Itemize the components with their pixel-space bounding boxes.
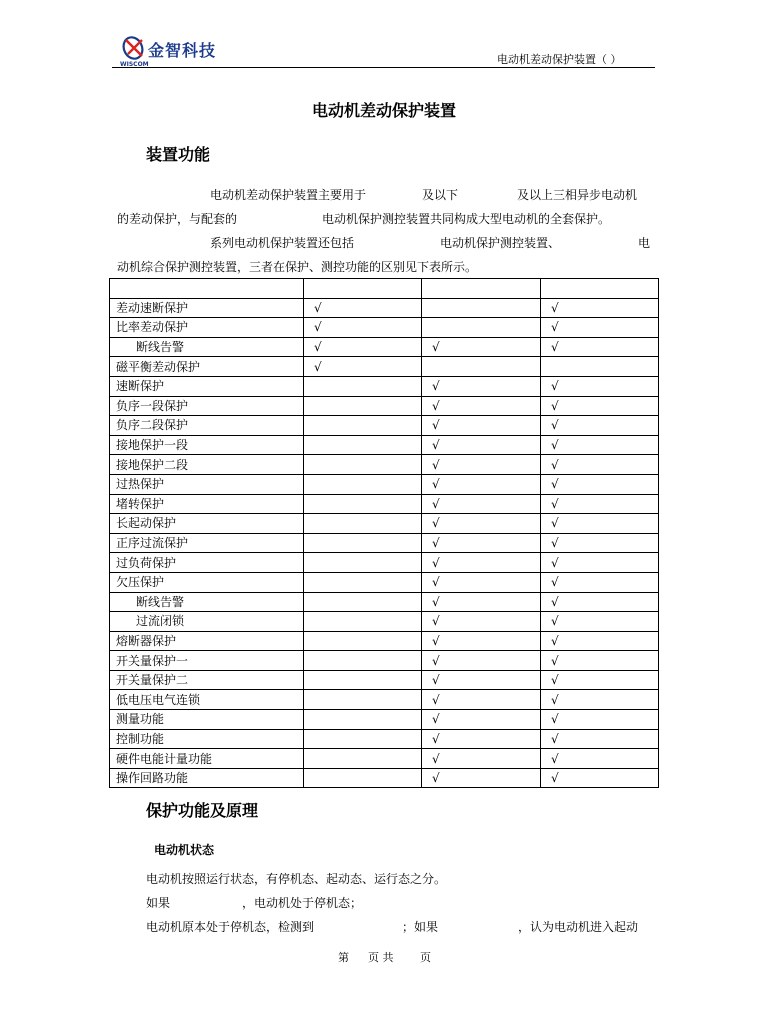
table-cell-check <box>422 298 541 318</box>
section-heading-protection: 保护功能及原理 <box>146 801 259 820</box>
table-cell-check: √ <box>422 572 541 592</box>
table-row <box>110 710 659 730</box>
table-cell-check: √ <box>541 553 659 573</box>
table-cell-check: √ <box>541 631 659 651</box>
table-cell-check <box>304 474 422 494</box>
table-header-cell <box>422 279 541 299</box>
table-cell-check: √ <box>304 298 422 318</box>
para-line: 电动机原本处于停机态，检测到 <box>146 920 315 934</box>
table-cell-check: √ <box>422 416 541 436</box>
table-cell-check <box>304 670 422 690</box>
table-cell-check: √ <box>541 455 659 475</box>
footer-page-suffix: 页 <box>420 951 431 964</box>
table-row <box>110 318 659 338</box>
table-row <box>110 396 659 416</box>
table-cell-check <box>304 729 422 749</box>
table-cell-check: √ <box>541 710 659 730</box>
table-cell-check: √ <box>541 514 659 534</box>
table-row <box>110 376 659 396</box>
table-cell-check <box>304 533 422 553</box>
table-cell-check: √ <box>304 318 422 338</box>
table-cell-check: √ <box>541 396 659 416</box>
table-cell-check <box>422 357 541 377</box>
para-line: 动机综合保护测控装置，三者在保护、测控功能的区别见下表所示。 <box>117 260 478 274</box>
table-cell-check: √ <box>422 494 541 514</box>
table-row <box>110 651 659 671</box>
table-cell-name: 断线告警 <box>110 592 304 612</box>
table-cell-check: √ <box>541 651 659 671</box>
table-cell-name: 断线告警 <box>110 337 304 357</box>
table-cell-name: 过负荷保护 <box>110 553 304 573</box>
para-line: 的差动保护，与配套的 <box>117 212 238 226</box>
table-row <box>110 298 659 318</box>
table-cell-name: 比率差动保护 <box>110 318 304 338</box>
table-cell-check: √ <box>541 337 659 357</box>
table-cell-check: √ <box>422 749 541 769</box>
table-row <box>110 768 659 788</box>
table-row <box>110 357 659 377</box>
table-cell-name: 开关量保护二 <box>110 670 304 690</box>
table-cell-name: 开关量保护一 <box>110 651 304 671</box>
table-cell-check <box>541 357 659 377</box>
table-cell-check: √ <box>422 514 541 534</box>
table-cell-name: 负序一段保护 <box>110 396 304 416</box>
document-title: 电动机差动保护装置 <box>311 101 456 120</box>
table-cell-check: √ <box>541 318 659 338</box>
table-row <box>110 514 659 534</box>
table-cell-check: √ <box>541 749 659 769</box>
table-row <box>110 494 659 514</box>
table-cell-check: √ <box>422 435 541 455</box>
table-cell-name: 磁平衡差动保护 <box>110 357 304 377</box>
table-cell-check <box>304 768 422 788</box>
table-cell-check: √ <box>541 670 659 690</box>
para-line: ，认为电动机进入起动 <box>518 920 639 934</box>
header-doc-name: 电动机差动保护装置（ ） <box>497 53 622 66</box>
table-cell-check <box>304 612 422 632</box>
table-cell-name: 熔断器保护 <box>110 631 304 651</box>
table-row <box>110 690 659 710</box>
table-cell-check: √ <box>541 690 659 710</box>
table-cell-check: √ <box>422 396 541 416</box>
table-cell-check: √ <box>541 416 659 436</box>
para-line: 电 <box>638 236 651 250</box>
table-row <box>110 631 659 651</box>
table-row <box>110 670 659 690</box>
table-cell-check <box>304 396 422 416</box>
table-cell-check: √ <box>304 357 422 377</box>
table-cell-name: 速断保护 <box>110 376 304 396</box>
table-cell-name: 硬件电能计量功能 <box>110 749 304 769</box>
table-header-row <box>110 279 659 299</box>
table-cell-check <box>304 455 422 475</box>
table-row <box>110 729 659 749</box>
table-cell-check: √ <box>422 690 541 710</box>
table-cell-name: 低电压电气连锁 <box>110 690 304 710</box>
footer-page-prefix: 第 <box>338 951 349 964</box>
para-line: 电动机按照运行状态，有停机态、起动态、运行态之分。 <box>146 872 447 886</box>
table-cell-name: 差动速断保护 <box>110 298 304 318</box>
table-cell-name: 长起动保护 <box>110 514 304 534</box>
para-line: ；如果 <box>402 920 439 934</box>
table-cell-check: √ <box>304 337 422 357</box>
logo-subtext: WISCOM <box>120 61 149 68</box>
para-line: 及以下 <box>422 188 459 202</box>
table-cell-check <box>304 631 422 651</box>
table-header-cell <box>110 279 304 299</box>
para-line: 电动机保护测控装置共同构成大型电动机的全套保护。 <box>322 212 611 226</box>
table-header-cell <box>304 279 422 299</box>
table-cell-check: √ <box>422 729 541 749</box>
table-cell-name: 测量功能 <box>110 710 304 730</box>
table-header-cell <box>541 279 659 299</box>
table-cell-check <box>422 318 541 338</box>
para-line: 及以上三相异步电动机 <box>517 188 638 202</box>
table-cell-check: √ <box>422 474 541 494</box>
table-cell-check: √ <box>541 533 659 553</box>
table-cell-check: √ <box>541 592 659 612</box>
table-cell-name: 堵转保护 <box>110 494 304 514</box>
table-row <box>110 572 659 592</box>
table-cell-check: √ <box>541 298 659 318</box>
table-row <box>110 435 659 455</box>
table-cell-check <box>304 416 422 436</box>
table-cell-check <box>304 435 422 455</box>
table-cell-name: 接地保护一段 <box>110 435 304 455</box>
table-cell-name: 过流闭锁 <box>110 612 304 632</box>
table-cell-check: √ <box>541 768 659 788</box>
table-cell-name: 过热保护 <box>110 474 304 494</box>
table-cell-check: √ <box>422 455 541 475</box>
table-row <box>110 455 659 475</box>
table-cell-name: 欠压保护 <box>110 572 304 592</box>
table-cell-check: √ <box>422 553 541 573</box>
table-cell-check: √ <box>422 533 541 553</box>
para-line: 系列电动机保护装置还包括 <box>210 236 355 250</box>
table-cell-check <box>304 572 422 592</box>
table-cell-check: √ <box>422 651 541 671</box>
table-cell-check <box>304 514 422 534</box>
table-cell-name: 接地保护二段 <box>110 455 304 475</box>
table-cell-check <box>304 710 422 730</box>
table-cell-name: 操作回路功能 <box>110 768 304 788</box>
table-cell-check: √ <box>422 592 541 612</box>
table-cell-check <box>304 651 422 671</box>
table-cell-check: √ <box>541 376 659 396</box>
subsection-heading-motor-state: 电动机状态 <box>154 843 215 857</box>
table-cell-check <box>304 592 422 612</box>
table-row <box>110 592 659 612</box>
table-cell-check: √ <box>541 494 659 514</box>
table-cell-name: 负序二段保护 <box>110 416 304 436</box>
table-row <box>110 337 659 357</box>
table-cell-check: √ <box>541 474 659 494</box>
table-cell-check <box>304 690 422 710</box>
footer-page-mid: 页 共 <box>368 951 394 964</box>
table-row <box>110 612 659 632</box>
table-cell-check: √ <box>422 612 541 632</box>
table-cell-name: 正序过流保护 <box>110 533 304 553</box>
section-heading-functions: 装置功能 <box>146 145 211 164</box>
table-cell-name: 控制功能 <box>110 729 304 749</box>
para-line: 如果 <box>146 896 171 910</box>
table-cell-check: √ <box>422 670 541 690</box>
table-cell-check: √ <box>422 337 541 357</box>
table-cell-check <box>304 553 422 573</box>
function-comparison-table <box>109 278 659 788</box>
table-cell-check: √ <box>422 768 541 788</box>
table-cell-check: √ <box>541 729 659 749</box>
table-cell-check: √ <box>541 435 659 455</box>
table-row <box>110 416 659 436</box>
table-cell-check <box>304 494 422 514</box>
para-line: ，电动机处于停机态； <box>242 896 363 910</box>
table-row <box>110 474 659 494</box>
table-cell-check <box>304 376 422 396</box>
table-cell-check: √ <box>541 612 659 632</box>
table-row <box>110 553 659 573</box>
para-line: 电动机差动保护装置主要用于 <box>210 188 367 202</box>
table-cell-check: √ <box>422 631 541 651</box>
table-cell-check: √ <box>422 710 541 730</box>
header-rule <box>112 67 655 68</box>
logo-emblem-icon <box>120 34 150 64</box>
table-row <box>110 749 659 769</box>
table-cell-check <box>304 749 422 769</box>
table-cell-check: √ <box>541 572 659 592</box>
para-line: 电动机保护测控装置、 <box>440 236 561 250</box>
table-row <box>110 533 659 553</box>
logo-text: 金智科技 <box>148 41 217 60</box>
table-cell-check: √ <box>422 376 541 396</box>
